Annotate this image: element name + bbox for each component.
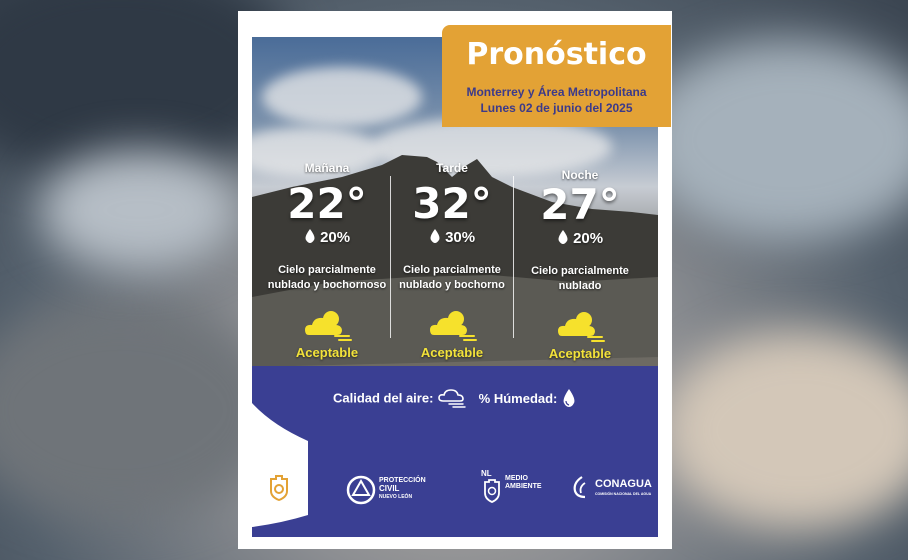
weather-icon-wrap <box>263 309 391 343</box>
background-cloud <box>40 150 240 270</box>
legend-row <box>238 388 672 408</box>
condition-line: nublado <box>558 280 602 292</box>
air-quality-label: Aceptable <box>295 345 359 360</box>
air-quality-legend-label: Calidad del aire: <box>332 390 434 406</box>
condition-line: nublado y bochornoso <box>267 279 387 291</box>
forecast-column-morning <box>263 161 391 360</box>
header-box <box>442 25 671 127</box>
condition-description <box>388 263 516 295</box>
rain-value: 30% <box>445 229 476 246</box>
water-drop-icon <box>561 388 577 408</box>
raindrop-icon <box>557 230 569 244</box>
condition-description <box>263 263 391 295</box>
rain-probability <box>388 229 516 246</box>
shield-notch <box>252 403 310 527</box>
logo-text-line: PROTECCIÓN <box>379 477 426 484</box>
proteccion-civil-emblem-icon <box>346 475 376 505</box>
temperature-value: 27° <box>540 180 620 229</box>
logo-text-line: MEDIO <box>505 475 528 482</box>
rain-value: 20% <box>573 230 604 247</box>
nl-shield-logo <box>268 475 290 501</box>
weather-icon-wrap <box>516 310 644 344</box>
humidity-legend-label: % Húmedad: <box>478 390 558 406</box>
rain-value: 20% <box>320 229 351 246</box>
logo-text-line: NUEVO LEÓN <box>379 494 413 500</box>
sun-cloud-wind-icon <box>301 309 353 343</box>
cloud-wind-icon <box>437 388 467 408</box>
nl-shield-icon <box>483 479 501 503</box>
background-cloud <box>660 330 908 530</box>
nl-badge: NL <box>481 469 492 478</box>
region-label: Monterrey y Área Metropolitana <box>466 85 647 99</box>
air-quality-label: Aceptable <box>548 346 612 361</box>
conagua-wave-icon <box>571 475 593 499</box>
period-label: Noche <box>561 168 599 182</box>
forecast-column-night <box>516 161 644 361</box>
page-title: Pronóstico <box>466 37 647 72</box>
temperature-value: 32° <box>412 179 492 228</box>
period-label: Tarde <box>436 161 468 175</box>
proteccion-civil-text <box>379 477 426 501</box>
sun-cloud-wind-icon <box>426 309 478 343</box>
raindrop-icon <box>429 229 441 243</box>
condition-line: nublado y bochorno <box>399 279 505 291</box>
temperature-value: 22° <box>287 179 367 228</box>
air-quality-label: Aceptable <box>420 345 484 360</box>
medio-ambiente-text <box>505 475 542 491</box>
sun-cloud-wind-icon <box>554 310 606 344</box>
condition-description <box>516 264 644 296</box>
condition-line: Cielo parcialmente <box>531 265 629 277</box>
rain-probability <box>263 229 391 246</box>
weather-icon-wrap <box>388 309 516 343</box>
conagua-logo <box>571 473 661 507</box>
forecast-column-afternoon <box>388 161 516 360</box>
rain-probability <box>516 230 644 247</box>
condition-line: Cielo parcialmente <box>403 264 501 276</box>
medio-ambiente-logo <box>481 469 561 509</box>
condition-line: Cielo parcialmente <box>278 264 376 276</box>
conagua-name: CONAGUA <box>595 478 652 490</box>
proteccion-civil-logo <box>346 473 436 507</box>
date-label: Lunes 02 de junio del 2025 <box>480 101 633 115</box>
background-cloud <box>640 40 908 240</box>
conagua-subtitle: COMISIÓN NACIONAL DEL AGUA <box>595 492 652 496</box>
forecast-poster <box>238 11 672 549</box>
logo-text-line: CIVIL <box>379 484 400 493</box>
logo-text-line: AMBIENTE <box>505 483 542 490</box>
raindrop-icon <box>304 229 316 243</box>
period-label: Mañana <box>304 161 350 175</box>
